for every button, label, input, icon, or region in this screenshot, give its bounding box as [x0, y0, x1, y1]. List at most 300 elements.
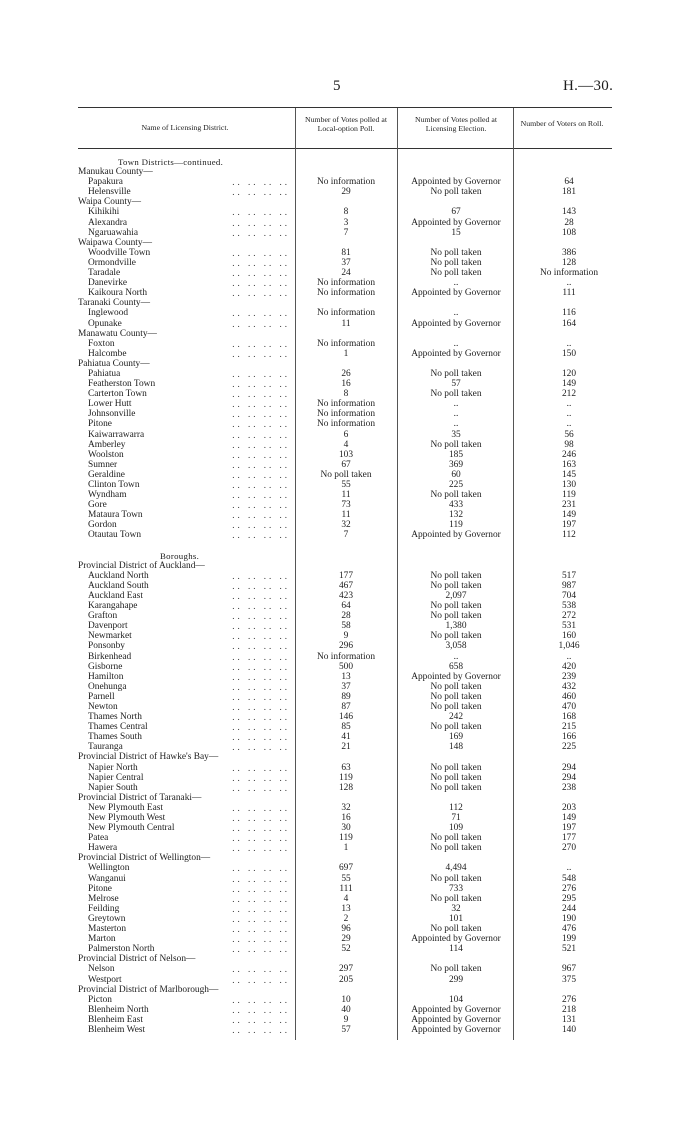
table-row — [0, 944, 700, 954]
voters-on-roll: 168 — [561, 712, 577, 723]
dot-leader: .. .. .. .. — [232, 762, 290, 773]
voters-on-roll: .. — [566, 863, 572, 874]
table-row — [0, 581, 700, 591]
licensing-election-votes: 299 — [448, 974, 464, 985]
district-name: Pitone — [88, 883, 112, 894]
dot-leader: .. .. .. .. — [232, 641, 290, 652]
local-option-votes: 500 — [338, 661, 354, 672]
district-name: Kaiwarrawarra — [88, 429, 145, 440]
table-row — [0, 520, 700, 530]
local-option-votes: 85 — [341, 722, 351, 733]
local-option-votes: No information — [316, 308, 376, 319]
district-name: Onehunga — [88, 681, 127, 692]
district-name: Feilding — [88, 903, 120, 914]
local-option-votes: 81 — [341, 247, 351, 258]
district-name: Napier South — [88, 782, 138, 793]
district-name: Birkenhead — [88, 651, 132, 662]
dot-leader: .. .. .. .. — [232, 177, 290, 188]
licensing-election-votes: No poll taken — [430, 247, 482, 258]
table-row — [0, 904, 700, 914]
district-name: Clinton Town — [88, 480, 140, 490]
district-name: Woodville Town — [88, 247, 151, 258]
table-header-rule — [78, 148, 612, 149]
local-option-votes: 41 — [341, 732, 351, 743]
district-name: Gordon — [88, 520, 117, 531]
table-row — [0, 571, 700, 581]
licensing-election-votes: 35 — [451, 429, 461, 440]
group-heading — [0, 329, 700, 339]
voters-on-roll: 294 — [561, 762, 577, 773]
dot-leader: .. .. .. .. — [232, 621, 290, 632]
group-heading — [0, 238, 700, 248]
dot-leader: .. .. .. .. — [232, 187, 290, 198]
local-option-votes: 10 — [341, 994, 351, 1005]
table-row — [0, 308, 700, 318]
licensing-election-votes: 733 — [448, 883, 464, 894]
district-name: Picton — [88, 994, 112, 1005]
licensing-election-votes: 119 — [449, 520, 463, 531]
voters-on-roll: 294 — [561, 772, 577, 783]
dot-leader: .. .. .. .. — [232, 883, 290, 894]
group-heading — [0, 954, 700, 964]
table-row — [0, 914, 700, 924]
district-name: Provincial District of Nelson— — [78, 954, 196, 965]
voters-on-roll: .. — [566, 651, 572, 662]
local-option-votes: 13 — [341, 903, 351, 914]
table-row — [0, 399, 700, 409]
district-name: Hawera — [88, 843, 118, 854]
voters-on-roll: 119 — [562, 490, 576, 501]
district-name: Ngaruawahia — [88, 227, 138, 238]
district-name: Town Districts—continued. — [118, 157, 224, 167]
licensing-election-votes: No poll taken — [430, 580, 482, 591]
voters-on-roll: 246 — [561, 449, 577, 460]
local-option-votes: 2 — [343, 913, 349, 924]
district-name: Kihikihi — [88, 207, 120, 218]
table-row — [0, 702, 700, 712]
voters-on-roll: 190 — [561, 913, 577, 924]
dot-leader: .. .. .. .. — [232, 691, 290, 702]
district-name: Inglewood — [88, 308, 129, 319]
licensing-election-votes: Appointed by Governor — [411, 934, 501, 945]
dot-leader: .. .. .. .. — [232, 722, 290, 733]
table-row — [0, 672, 700, 682]
district-name: Foxton — [88, 338, 115, 349]
voters-on-roll: 538 — [561, 601, 577, 612]
document-reference: H.—30. — [563, 78, 614, 94]
voters-on-roll: 160 — [561, 631, 577, 642]
column-header-local-option-votes: Number of Votes polled at Local-option Poll. — [304, 115, 387, 133]
table-top-rule — [78, 107, 612, 108]
licensing-election-votes: 225 — [448, 480, 464, 490]
district-name: Thames South — [88, 732, 142, 743]
licensing-election-votes: No poll taken — [430, 833, 482, 844]
district-name: Lower Hutt — [88, 399, 132, 410]
local-option-votes: 16 — [341, 813, 351, 823]
district-name: Westport — [88, 974, 122, 985]
voters-on-roll: 375 — [561, 974, 577, 985]
local-option-votes: 28 — [341, 611, 351, 622]
licensing-election-votes: .. — [453, 651, 459, 662]
licensing-election-votes: No poll taken — [430, 701, 482, 712]
district-name: Hamilton — [88, 671, 124, 682]
table-row — [0, 258, 700, 268]
local-option-votes: 4 — [343, 893, 349, 904]
voters-on-roll: 1,046 — [558, 641, 580, 652]
voters-on-roll: 112 — [562, 530, 576, 541]
district-name: Karangahape — [88, 601, 138, 612]
dot-leader: .. .. .. .. — [232, 368, 290, 379]
dot-leader: .. .. .. .. — [232, 611, 290, 622]
licensing-election-votes: 658 — [448, 661, 464, 672]
table-row — [0, 339, 700, 349]
licensing-election-votes: Appointed by Governor — [411, 1014, 501, 1025]
local-option-votes: No information — [316, 338, 376, 349]
district-name: Napier Central — [88, 772, 144, 783]
table-row — [0, 652, 700, 662]
voters-on-roll: .. — [566, 338, 572, 349]
voters-on-roll: 239 — [561, 671, 577, 682]
local-option-votes: 128 — [338, 782, 354, 793]
local-option-votes: 24 — [341, 268, 351, 279]
table-row — [0, 783, 700, 793]
local-option-votes: 1 — [343, 348, 349, 359]
local-option-votes: 3 — [343, 217, 349, 228]
district-name: Woolston — [88, 449, 124, 460]
district-name: Davenport — [88, 621, 128, 632]
dot-leader: .. .. .. .. — [232, 913, 290, 924]
licensing-election-votes: No poll taken — [430, 611, 482, 622]
voters-on-roll: 197 — [561, 823, 577, 834]
district-name: Danevirke — [88, 278, 128, 289]
voters-on-roll: 270 — [561, 843, 577, 854]
local-option-votes: 4 — [343, 439, 349, 450]
local-option-votes: 40 — [341, 1004, 351, 1015]
voters-on-roll: 476 — [561, 924, 577, 935]
column-header-voters-on-roll: Number of Voters on Roll. — [520, 119, 604, 128]
table-row — [0, 863, 700, 873]
district-name: Thames Central — [88, 722, 148, 733]
licensing-election-votes: Appointed by Governor — [411, 530, 501, 541]
district-name: Auckland East — [88, 590, 143, 601]
table-row — [0, 187, 700, 197]
table-row — [0, 349, 700, 359]
licensing-election-votes: Appointed by Governor — [411, 177, 501, 188]
page-number: 5 — [333, 78, 341, 94]
group-heading — [0, 197, 700, 207]
dot-leader: .. .. .. .. — [232, 510, 290, 521]
table-row — [0, 500, 700, 510]
dot-leader: .. .. .. .. — [232, 903, 290, 914]
local-option-votes: 103 — [338, 449, 354, 460]
licensing-election-votes: No poll taken — [430, 873, 482, 884]
voters-on-roll: 276 — [561, 883, 577, 894]
district-name: Masterton — [88, 924, 127, 935]
licensing-election-votes: No poll taken — [430, 893, 482, 904]
licensing-election-votes: 185 — [448, 449, 464, 460]
voters-on-roll: 149 — [561, 813, 577, 823]
dot-leader: .. .. .. .. — [232, 994, 290, 1005]
table-row — [0, 843, 700, 853]
table-row — [0, 773, 700, 783]
local-option-votes: 63 — [341, 762, 351, 773]
district-name: Manawatu County— — [78, 328, 157, 339]
licensing-election-votes: 433 — [448, 500, 464, 511]
district-name: Blenheim West — [88, 1024, 146, 1035]
licensing-election-votes: No poll taken — [430, 681, 482, 692]
dot-leader: .. .. .. .. — [232, 712, 290, 723]
district-name: Auckland North — [88, 570, 149, 581]
local-option-votes: 55 — [341, 873, 351, 884]
district-name: New Plymouth East — [88, 802, 163, 813]
table-row — [0, 763, 700, 773]
voters-on-roll: 295 — [561, 893, 577, 904]
district-name: Grafton — [88, 611, 118, 622]
dot-leader: .. .. .. .. — [232, 530, 290, 541]
local-option-votes: No information — [316, 409, 376, 420]
district-name: Thames North — [88, 712, 142, 723]
local-option-votes: 67 — [341, 459, 351, 470]
licensing-election-votes: No poll taken — [430, 924, 482, 935]
district-name: Taranaki County— — [78, 298, 150, 309]
district-name: Boroughs. — [160, 550, 200, 561]
local-option-votes: 8 — [343, 389, 349, 400]
table-row — [0, 742, 700, 752]
local-option-votes: 64 — [341, 601, 351, 612]
voters-on-roll: 116 — [562, 308, 576, 319]
licensing-election-votes: No poll taken — [430, 964, 482, 975]
district-name: Napier North — [88, 762, 138, 773]
licensing-election-votes: .. — [453, 278, 459, 289]
local-option-votes: No information — [316, 278, 376, 289]
local-option-votes: 16 — [341, 379, 351, 390]
licensing-election-votes: .. — [453, 338, 459, 349]
district-name: Blenheim North — [88, 1004, 149, 1015]
table-row — [0, 611, 700, 621]
local-option-votes: 9 — [343, 1014, 349, 1025]
local-option-votes: No information — [316, 288, 376, 299]
group-heading — [0, 985, 700, 995]
dot-leader: .. .. .. .. — [232, 490, 290, 501]
licensing-election-votes: No poll taken — [430, 490, 482, 501]
licensing-election-votes: 109 — [448, 823, 464, 834]
licensing-election-votes: 1,380 — [445, 621, 467, 632]
local-option-votes: 96 — [341, 924, 351, 935]
licensing-election-votes: No poll taken — [430, 601, 482, 612]
district-name: New Plymouth Central — [88, 823, 175, 834]
licensing-election-votes: Appointed by Governor — [411, 1024, 501, 1035]
district-name: Carterton Town — [88, 389, 147, 400]
district-name: Wanganui — [88, 873, 126, 884]
table-row — [0, 490, 700, 500]
district-name: Parnell — [88, 691, 115, 702]
voters-on-roll: 149 — [561, 510, 577, 521]
licensing-election-votes: No poll taken — [430, 843, 482, 854]
table-row — [0, 480, 700, 490]
table-row — [0, 894, 700, 904]
voters-on-roll: 111 — [562, 288, 576, 299]
licensing-election-votes: 114 — [449, 944, 463, 955]
dot-leader: .. .. .. .. — [232, 278, 290, 289]
district-name: Provincial District of Hawke's Bay— — [78, 752, 219, 763]
dot-leader: .. .. .. .. — [232, 893, 290, 904]
dot-leader: .. .. .. .. — [232, 843, 290, 854]
group-heading — [0, 752, 700, 762]
voters-on-roll: 212 — [561, 389, 577, 400]
dot-leader: .. .. .. .. — [232, 1014, 290, 1025]
licensing-election-votes: 32 — [451, 903, 461, 914]
licensing-election-votes: No poll taken — [430, 368, 482, 379]
voters-on-roll: 56 — [564, 429, 574, 440]
district-name: Provincial District of Wellington— — [78, 853, 211, 864]
table-row — [0, 591, 700, 601]
voters-on-roll: 197 — [561, 520, 577, 531]
local-option-votes: 423 — [338, 590, 354, 601]
group-heading — [0, 853, 700, 863]
licensing-election-votes: Appointed by Governor — [411, 217, 501, 228]
dot-leader: .. .. .. .. — [232, 742, 290, 753]
dot-leader: .. .. .. .. — [232, 247, 290, 258]
local-option-votes: 58 — [341, 621, 351, 632]
column-header-name: Name of Licensing District. — [141, 123, 229, 132]
district-name: Alexandra — [88, 217, 128, 228]
dot-leader: .. .. .. .. — [232, 338, 290, 349]
local-option-votes: 21 — [341, 742, 351, 753]
table-row — [0, 248, 700, 258]
licensing-election-votes: 369 — [448, 459, 464, 470]
voters-on-roll: 225 — [561, 742, 577, 753]
licensing-election-votes: .. — [453, 409, 459, 420]
dot-leader: .. .. .. .. — [232, 318, 290, 329]
local-option-votes: 296 — [338, 641, 354, 652]
table-row — [0, 369, 700, 379]
local-option-votes: 73 — [341, 500, 351, 511]
table-row — [0, 874, 700, 884]
voters-on-roll: 163 — [561, 459, 577, 470]
group-heading — [0, 793, 700, 803]
licensing-election-votes: No poll taken — [430, 389, 482, 400]
voters-on-roll: 181 — [561, 187, 577, 198]
voters-on-roll: 967 — [561, 964, 577, 975]
dot-leader: .. .. .. .. — [232, 1004, 290, 1015]
group-heading — [0, 167, 700, 177]
table-row — [0, 964, 700, 974]
district-name: Gore — [88, 500, 107, 511]
table-row — [0, 409, 700, 419]
local-option-votes: 7 — [343, 530, 349, 541]
voters-on-roll: 140 — [561, 1024, 577, 1035]
table-row — [0, 460, 700, 470]
licensing-election-votes: 3,058 — [445, 641, 467, 652]
table-row — [0, 228, 700, 238]
voters-on-roll: 218 — [561, 1004, 577, 1015]
voters-on-roll: No information — [539, 268, 599, 279]
licensing-election-votes: Appointed by Governor — [411, 288, 501, 299]
dot-leader: .. .. .. .. — [232, 802, 290, 813]
dot-leader: .. .. .. .. — [232, 701, 290, 712]
licensing-election-votes: No poll taken — [430, 772, 482, 783]
table-row — [0, 712, 700, 722]
district-name: Wellington — [88, 863, 130, 874]
group-heading — [0, 561, 700, 571]
table-row — [0, 803, 700, 813]
voters-on-roll: 143 — [561, 207, 577, 218]
local-option-votes: 11 — [341, 510, 351, 521]
voters-on-roll: 149 — [561, 379, 577, 390]
district-name: Ormondville — [88, 257, 136, 268]
local-option-votes: No poll taken — [320, 469, 372, 480]
dot-leader: .. .. .. .. — [232, 268, 290, 279]
local-option-votes: 9 — [343, 631, 349, 642]
voters-on-roll: 517 — [561, 570, 577, 581]
table-row — [0, 682, 700, 692]
dot-leader: .. .. .. .. — [232, 419, 290, 430]
table-row — [0, 450, 700, 460]
table-row — [0, 601, 700, 611]
district-name: Nelson — [88, 964, 115, 975]
voters-on-roll: 244 — [561, 903, 577, 914]
licensing-election-votes: 4,494 — [445, 863, 467, 874]
local-option-votes: 55 — [341, 480, 351, 490]
local-option-votes: 111 — [339, 883, 353, 894]
table-row — [0, 722, 700, 732]
dot-leader: .. .. .. .. — [232, 631, 290, 642]
local-option-votes: 205 — [338, 974, 354, 985]
section-spacer — [0, 541, 700, 551]
voters-on-roll: 386 — [561, 247, 577, 258]
voters-on-roll: .. — [566, 409, 572, 420]
voters-on-roll: 130 — [561, 480, 577, 490]
voters-on-roll: 548 — [561, 873, 577, 884]
licensing-election-votes: No poll taken — [430, 439, 482, 450]
dot-leader: .. .. .. .. — [232, 500, 290, 511]
voters-on-roll: 215 — [561, 722, 577, 733]
dot-leader: .. .. .. .. — [232, 439, 290, 450]
table-row — [0, 975, 700, 985]
licensing-table-body — [0, 157, 700, 1035]
local-option-votes: 37 — [341, 681, 351, 692]
dot-leader: .. .. .. .. — [232, 833, 290, 844]
licensing-election-votes: No poll taken — [430, 782, 482, 793]
local-option-votes: No information — [316, 399, 376, 410]
dot-leader: .. .. .. .. — [232, 974, 290, 985]
local-option-votes: 8 — [343, 207, 349, 218]
district-name: Manukau County— — [78, 167, 153, 178]
voters-on-roll: 164 — [561, 318, 577, 329]
table-row — [0, 732, 700, 742]
district-name: Ponsonby — [88, 641, 125, 652]
voters-on-roll: .. — [566, 399, 572, 410]
local-option-votes: 11 — [341, 318, 351, 329]
group-heading — [0, 359, 700, 369]
local-option-votes: 30 — [341, 823, 351, 834]
licensing-election-votes: 71 — [451, 813, 461, 823]
district-name: Newmarket — [88, 631, 132, 642]
licensing-election-votes: No poll taken — [430, 268, 482, 279]
table-row — [0, 924, 700, 934]
licensing-election-votes: No poll taken — [430, 762, 482, 773]
district-name: Featherston Town — [88, 379, 156, 390]
dot-leader: .. .. .. .. — [232, 813, 290, 823]
dot-leader: .. .. .. .. — [232, 671, 290, 682]
local-option-votes: 29 — [341, 187, 351, 198]
section-heading — [0, 157, 700, 167]
district-name: Helensville — [88, 187, 131, 198]
district-name: Waipa County— — [78, 197, 142, 208]
dot-leader: .. .. .. .. — [232, 308, 290, 319]
district-name: Opunake — [88, 318, 122, 329]
dot-leader: .. .. .. .. — [232, 651, 290, 662]
